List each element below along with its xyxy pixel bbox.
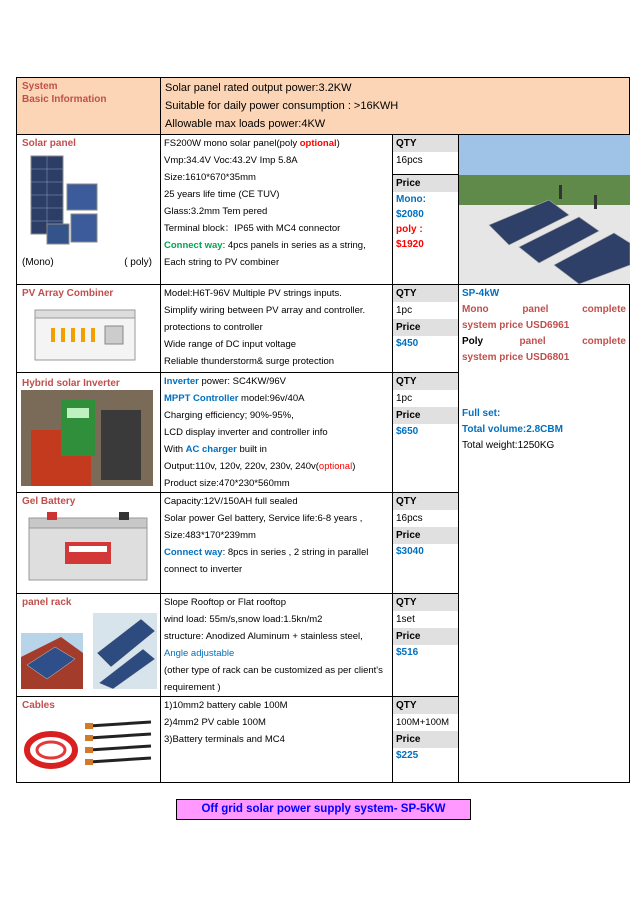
rack-qty-cell xyxy=(393,594,459,697)
combiner-spec-5: Reliable thunderstorm& surge protection xyxy=(164,356,335,367)
summary-mono-word-3: complete xyxy=(582,304,626,315)
solar-panel-label-cell xyxy=(17,135,161,285)
section-title-banner: Off grid solar power supply system- SP-5KW xyxy=(176,799,471,820)
inverter-efficiency: Charging efficiency; 90%-95%, xyxy=(164,410,294,421)
system-info-cell xyxy=(161,78,630,135)
system-sublabel: Basic Information xyxy=(22,94,107,105)
solar-panel-spec-last: Each string to PV combiner xyxy=(164,257,280,268)
inverter-label: Hybrid solar Inverter xyxy=(22,378,120,389)
cable-item-1: 1)10mm2 battery cable 100M xyxy=(164,700,288,711)
mppt-model: model:96v/40A xyxy=(238,393,305,404)
rack-label: panel rack xyxy=(22,597,72,608)
summary-mono-line xyxy=(459,302,629,318)
combiner-spec-1: Model:H6T-96V Multiple PV strings inputs. xyxy=(164,288,342,299)
system-line-3: Allowable max loads power:4KW xyxy=(165,118,326,130)
rack-requirement: requirement ) xyxy=(164,682,221,693)
inverter-qty-cell xyxy=(393,373,459,493)
cables-label-cell xyxy=(17,697,161,783)
inverter-builtin: built in xyxy=(236,444,267,455)
inverter-power: power: SC4KW/96V xyxy=(198,376,286,387)
solar-panel-paren: ) xyxy=(336,138,340,149)
inverter-image xyxy=(21,390,153,486)
battery-qty-label: QTY xyxy=(393,493,458,510)
rack-price-value: $516 xyxy=(396,647,419,658)
battery-size: Size:483*170*239mm xyxy=(164,530,256,541)
solar-panel-image xyxy=(23,154,103,246)
solar-install-photo-cell xyxy=(459,135,630,285)
poly-caption: ( poly) xyxy=(124,257,152,268)
cables-price-value: $225 xyxy=(396,750,419,761)
system-line-1: Solar panel rated output power:3.2KW xyxy=(165,82,352,94)
combiner-spec-4: Wide range of DC input voltage xyxy=(164,339,297,350)
summary-poly-line xyxy=(459,334,629,350)
combiner-desc-cell xyxy=(161,285,393,373)
inverter-paren: ) xyxy=(352,461,356,472)
cables-qty-label: QTY xyxy=(393,697,458,714)
solar-poly-price: $1920 xyxy=(396,239,424,250)
combiner-spec-3: protections to controller xyxy=(164,322,263,333)
summary-volume: Total volume:2.8CBM xyxy=(462,424,563,435)
inverter-size: Product size:470*230*560mm xyxy=(164,478,290,489)
battery-qty-value: 16pcs xyxy=(396,513,423,524)
solar-qty-value: 16pcs xyxy=(393,152,458,175)
rooftop-install-photo xyxy=(459,135,630,284)
solar-panel-desc-cell xyxy=(161,135,393,285)
combiner-price-label: Price xyxy=(393,319,458,336)
solar-mono-price: $2080 xyxy=(396,209,424,220)
battery-connect-label: Connect way xyxy=(164,547,223,558)
battery-image xyxy=(25,512,153,584)
battery-connect-text: : 8pcs in series , 2 string in parallel xyxy=(222,547,369,558)
inverter-qty-value: 1pc xyxy=(396,393,413,404)
battery-capacity: Capacity:12V/150AH full sealed xyxy=(164,496,298,507)
cables-desc-cell xyxy=(161,697,393,783)
rack-angle: Angle adjustable xyxy=(164,648,235,659)
solar-panel-spec-1: Vmp:34.4V Voc:43.2V Imp 5.8A xyxy=(164,155,298,166)
summary-poly-word-1: Poly xyxy=(462,336,484,347)
solar-panel-qty-cell xyxy=(393,135,459,285)
ac-charger-word: AC charger xyxy=(185,444,237,455)
combiner-box-image xyxy=(31,304,141,364)
rack-label-cell xyxy=(17,594,161,697)
rack-desc-cell xyxy=(161,594,393,697)
summary-cell xyxy=(459,285,630,783)
inverter-desc-cell xyxy=(161,373,393,493)
solar-qty-label: QTY xyxy=(393,135,458,152)
combiner-qty-value: 1pc xyxy=(396,305,413,316)
solar-panel-spec-3: 25 years life time (CE TUV) xyxy=(164,189,280,200)
cable-item-2: 2)4mm2 PV cable 100M xyxy=(164,717,266,728)
cables-qty-cell xyxy=(393,697,459,783)
battery-life: Solar power Gel battery, Service life:6-8 years , xyxy=(164,513,363,524)
battery-qty-cell xyxy=(393,493,459,594)
solar-panel-spec-4: Glass:3.2mm Tem pered xyxy=(164,206,268,217)
solar-panel-optional: optional xyxy=(299,138,337,149)
combiner-label: PV Array Combiner xyxy=(22,288,114,299)
solar-price-label: Price xyxy=(393,175,458,192)
summary-title: SP-4kW xyxy=(462,288,500,299)
system-spec-table xyxy=(16,77,630,783)
summary-mono-word-1: Mono xyxy=(462,304,489,315)
inverter-lcd: LCD display inverter and controller info xyxy=(164,427,328,438)
solar-panel-spec-2: Size:1610*670*35mm xyxy=(164,172,256,183)
combiner-spec-2: Simplify wiring between PV array and controller. xyxy=(164,305,366,316)
solar-panel-model: FS200W mono solar panel(poly xyxy=(164,138,300,149)
system-line-2: Suitable for daily power consumption : >16KWH xyxy=(165,100,399,112)
combiner-price-value: $450 xyxy=(396,338,419,349)
combiner-label-cell xyxy=(17,285,161,373)
battery-desc-cell xyxy=(161,493,393,594)
inverter-qty-label: QTY xyxy=(393,373,458,390)
combiner-qty-label: QTY xyxy=(393,285,458,302)
inverter-word: Inverter xyxy=(164,376,199,387)
battery-connect-inverter: connect to inverter xyxy=(164,564,243,575)
mono-caption: (Mono) xyxy=(22,257,54,268)
solar-connect-text: : 4pcs panels in series as a string, xyxy=(222,240,366,251)
cables-price-label: Price xyxy=(393,731,458,748)
rack-image xyxy=(21,613,157,689)
summary-mono-price: system price USD6961 xyxy=(462,320,570,331)
cables-image xyxy=(21,716,157,772)
battery-price-label: Price xyxy=(393,527,458,544)
rack-loads: wind load: 55m/s,snow load:1.5kn/m2 xyxy=(164,614,323,625)
system-label: System xyxy=(22,81,58,92)
battery-label-cell xyxy=(17,493,161,594)
summary-poly-price: system price USD6801 xyxy=(462,352,570,363)
inverter-output: Output:110v, 120v, 220v, 230v, 240v( xyxy=(164,461,319,472)
solar-mono-label: Mono: xyxy=(396,194,426,205)
inverter-with: With xyxy=(164,444,186,455)
solar-panel-label: Solar panel xyxy=(22,138,76,149)
rack-price-label: Price xyxy=(393,628,458,645)
system-label-cell xyxy=(17,78,161,135)
summary-fullset: Full set: xyxy=(462,408,501,419)
mppt-word: MPPT Controller xyxy=(164,393,239,404)
inverter-label-cell xyxy=(17,373,161,493)
cable-item-3: 3)Battery terminals and MC4 xyxy=(164,734,285,745)
solar-poly-label: poly : xyxy=(396,224,423,235)
rack-qty-value: 1set xyxy=(396,614,415,625)
summary-poly-word-3: complete xyxy=(582,336,626,347)
inverter-price-value: $650 xyxy=(396,426,419,437)
solar-connect-label: Connect way xyxy=(164,240,223,251)
inverter-optional: optional xyxy=(318,461,353,472)
cables-label: Cables xyxy=(22,700,55,711)
summary-weight: Total weight:1250KG xyxy=(462,440,555,451)
rack-structure: structure: Anodized Aluminum + stainless steel, xyxy=(164,631,363,642)
summary-mono-word-2: panel xyxy=(522,304,549,315)
battery-label: Gel Battery xyxy=(22,496,76,507)
inverter-price-label: Price xyxy=(393,407,458,424)
rack-rooftop: Slope Rooftop or Flat rooftop xyxy=(164,597,286,608)
solar-panel-spec-5: Terminal block：IP65 with MC4 connector xyxy=(164,223,341,234)
rack-qty-label: QTY xyxy=(393,594,458,611)
combiner-qty-cell xyxy=(393,285,459,373)
cables-qty-value: 100M+100M xyxy=(396,717,450,728)
summary-poly-word-2: panel xyxy=(519,336,546,347)
battery-price-value: $3040 xyxy=(396,546,424,557)
rack-custom: (other type of rack can be customized as per client's xyxy=(164,665,383,676)
